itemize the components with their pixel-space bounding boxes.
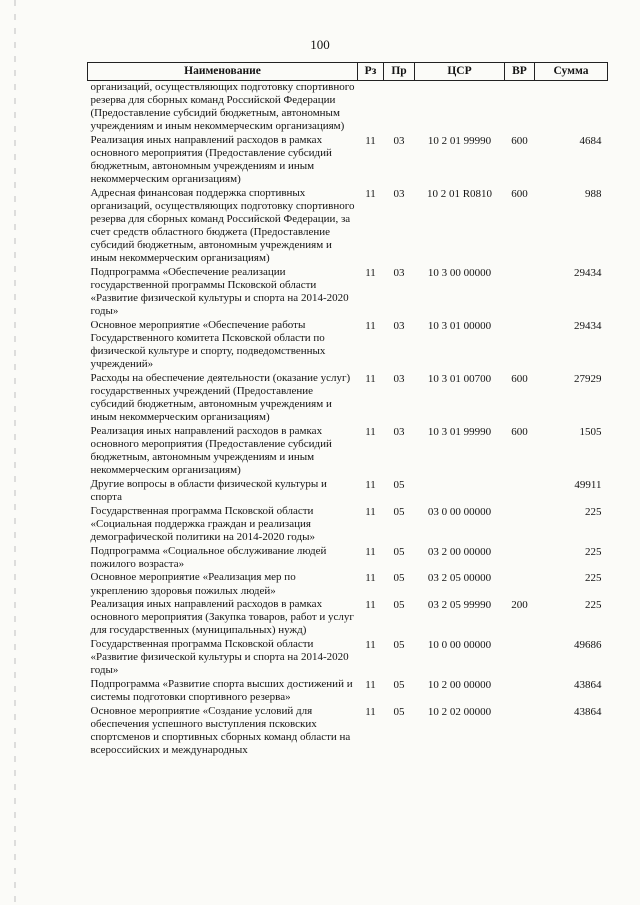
header-sum: Сумма: [535, 63, 608, 81]
row-rz: 11: [365, 187, 376, 200]
row-name: Подпрограмма «Развитие спорта высших достижений и системы подготовки спортивного резерва»: [90, 677, 353, 704]
row-rz: 11: [365, 572, 376, 585]
row-rz: 11: [365, 678, 376, 691]
page-number: 100: [310, 37, 330, 52]
row-csr: [415, 81, 505, 134]
row-name: Адресная финансовая поддержка спортивных организаций, осуществляющих подготовку спортивного резерва для сборных команд Российской Федерации, за счет средств областного бюджета (Предоставление субсидий бюджетным, автономным учреждениям и иным некоммерческим организациям): [90, 186, 355, 265]
row-pr: 03: [393, 426, 405, 438]
row-csr: 10 2 01 99990: [427, 134, 492, 147]
table-row: [88, 266, 608, 319]
row-vr: 600: [511, 187, 528, 200]
row-csr: 10 3 01 00000: [427, 320, 492, 333]
table-row: [88, 678, 608, 705]
row-name: Государственная программа Псковской области «Развитие физической культуры и спорта на 2014-2020 годы»: [90, 638, 349, 677]
row-sum: 49686: [574, 639, 602, 652]
row-rz: 11: [365, 134, 376, 147]
row-sum: 988: [585, 187, 602, 200]
row-vr: 200: [511, 599, 528, 612]
row-csr: 10 2 02 00000: [427, 705, 492, 718]
row-name: Подпрограмма «Обеспечение реализации государственной программы Псковской области «Развитие физической культуры и спорта на 2014-2020 годы»: [90, 266, 349, 318]
row-pr: 05: [393, 478, 405, 491]
row-name: организаций, осуществляющих подготовку спортивного резерва для сборных команд Российской Федерации (Предоставление субсидий бюджетным, автономным учреждениям и иным некоммерческим организациям): [90, 81, 355, 133]
row-rz: 11: [365, 478, 376, 491]
row-csr: 03 2 00 00000: [427, 545, 492, 558]
row-vr: 600: [511, 134, 528, 147]
row-vr: [505, 571, 535, 598]
row-csr: 10 0 00 00000: [427, 639, 492, 652]
row-pr: 05: [393, 505, 405, 518]
row-vr: [505, 319, 535, 372]
row-sum: 27929: [574, 373, 602, 386]
row-pr: 03: [393, 373, 405, 386]
row-pr: 05: [393, 572, 405, 585]
row-name: Основное мероприятие «Реализация мер по укреплению здоровья пожилых людей»: [90, 571, 296, 597]
row-rz: 11: [365, 545, 376, 558]
budget-table: [87, 62, 608, 758]
row-rz: [358, 81, 384, 134]
header-rz: Рз: [358, 63, 384, 81]
row-vr: [505, 545, 535, 572]
row-sum: 29434: [574, 320, 602, 333]
row-pr: [384, 81, 415, 134]
row-name: Другие вопросы в области физической культуры и спорта: [90, 477, 327, 504]
row-csr: 10 2 01 R0810: [426, 187, 493, 200]
row-vr: [505, 705, 535, 758]
row-rz: 11: [365, 599, 376, 612]
row-pr: 05: [393, 599, 405, 612]
row-sum: 49911: [574, 478, 602, 491]
table-row: [88, 545, 608, 572]
row-sum: 225: [585, 505, 602, 518]
row-rz: 11: [365, 426, 376, 438]
row-sum: 225: [585, 572, 602, 585]
row-name: Основное мероприятие «Создание условий для обеспечения успешного выступления псковских спортсменов и спортивных сборных команд области на всероссийских и международных: [90, 704, 351, 756]
row-name: Подпрограмма «Социальное обслуживание людей пожилого возраста»: [90, 544, 327, 570]
row-vr: [505, 478, 535, 505]
table-row: [88, 134, 608, 187]
table-row: [88, 425, 608, 478]
row-csr: 03 2 05 00000: [427, 572, 492, 585]
row-rz: 11: [365, 320, 376, 333]
header-name: Наименование: [88, 63, 358, 81]
row-vr: 600: [511, 426, 528, 438]
row-sum: 29434: [574, 267, 602, 280]
row-name: Реализация иных направлений расходов в рамках основного мероприятия (Предоставление субсидий бюджетным, автономным учреждениям и иным некоммерческим организациям): [90, 133, 332, 186]
row-vr: [505, 678, 535, 705]
table-row: [88, 505, 608, 545]
row-vr: [505, 81, 535, 134]
header-csr: ЦСР: [415, 63, 505, 81]
row-pr: 03: [393, 134, 405, 147]
row-name: Основное мероприятие «Обеспечение работы Государственного комитета Псковской области по физической культуре и спорту, подведомственных учреждений»: [90, 319, 326, 371]
row-rz: 11: [365, 505, 376, 518]
table-row: [88, 598, 608, 638]
row-pr: 05: [393, 639, 405, 652]
row-pr: 03: [393, 187, 405, 200]
row-name: Государственная программа Псковской области «Социальная поддержка граждан и реализация демографической политики на 2014-2020 годы»: [90, 504, 315, 543]
row-sum: 225: [585, 599, 602, 612]
row-sum: [535, 81, 608, 134]
table-row: [88, 705, 608, 758]
header-vr: ВР: [505, 63, 535, 81]
row-sum: 1505: [579, 426, 602, 438]
row-pr: 05: [393, 545, 405, 558]
row-vr: 600: [511, 373, 528, 386]
row-sum: 43864: [574, 678, 602, 691]
table-row: [88, 187, 608, 266]
table-row: [88, 372, 608, 425]
row-csr: [415, 478, 505, 505]
row-name: Расходы на обеспечение деятельности (оказание услуг) государственных учреждений (Предоставление субсидий бюджетным, автономным учреждениям и иным некоммерческим организациям): [90, 372, 351, 424]
row-rz: 11: [365, 267, 376, 280]
row-vr: [505, 266, 535, 319]
row-pr: 03: [393, 320, 405, 333]
row-csr: 03 0 00 00000: [427, 505, 492, 518]
row-rz: 11: [365, 705, 376, 718]
scan-margin-artifact: [14, 0, 16, 905]
row-pr: 03: [393, 267, 405, 280]
table-row: [88, 319, 608, 372]
table-row: [88, 638, 608, 678]
table-header-row: [88, 63, 608, 81]
row-pr: 05: [393, 678, 405, 691]
row-csr: 10 2 00 00000: [427, 678, 492, 691]
row-sum: 225: [585, 545, 602, 558]
row-rz: 11: [365, 639, 376, 652]
row-vr: [505, 638, 535, 678]
row-pr: 05: [393, 705, 405, 718]
row-rz: 11: [365, 373, 376, 386]
header-pr: Пр: [384, 63, 415, 81]
row-csr: 10 3 01 00700: [427, 373, 492, 386]
row-csr: 10 3 01 99990: [427, 426, 492, 438]
row-sum: 4684: [579, 134, 602, 147]
row-csr: 10 3 00 00000: [427, 267, 492, 280]
table-row: [88, 478, 608, 505]
table-row: [88, 81, 608, 134]
row-name: Реализация иных направлений расходов в рамках основного мероприятия (Предоставление субсидий бюджетным, автономным учреждениям и иным некоммерческим организациям): [90, 425, 332, 477]
row-sum: 43864: [574, 705, 602, 718]
row-vr: [505, 505, 535, 545]
row-name: Реализация иных направлений расходов в рамках основного мероприятия (Закупка товаров, работ и услуг для государственных (муниципальных) нужд): [90, 598, 354, 637]
table-row: [88, 571, 608, 598]
row-csr: 03 2 05 99990: [427, 599, 492, 612]
